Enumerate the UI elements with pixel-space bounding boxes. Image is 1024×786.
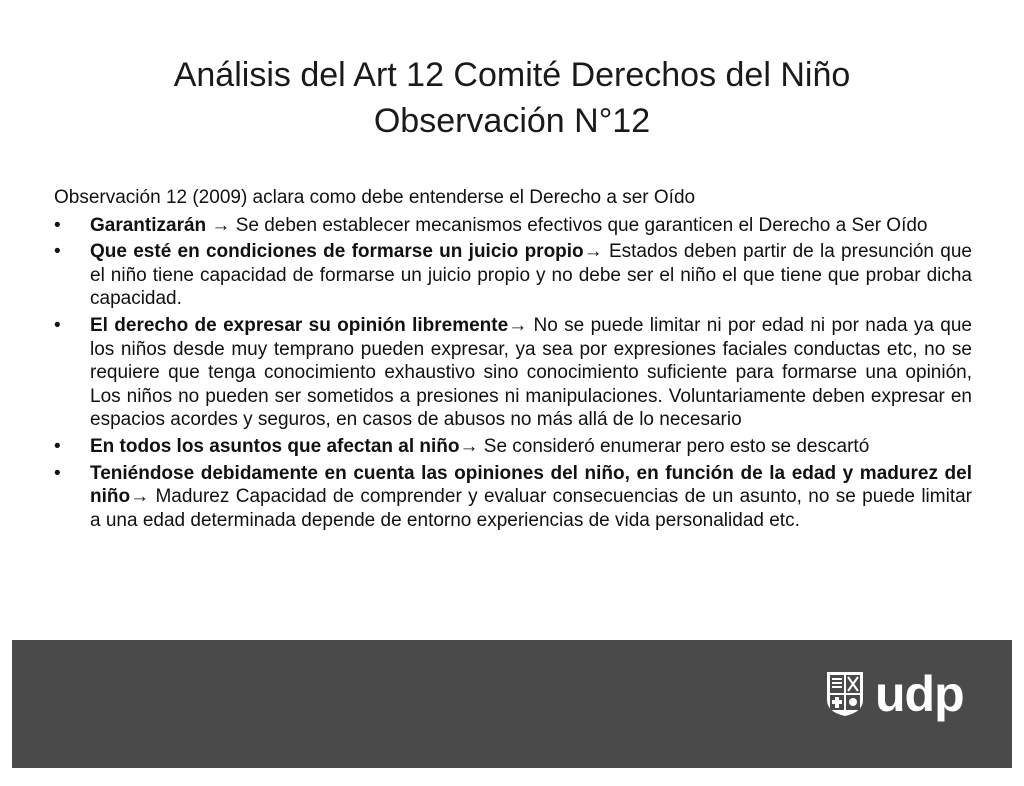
slide-title-line-2: Observación N°12: [373, 102, 651, 140]
bullet-item: [54, 435, 972, 459]
bullet-item: [54, 214, 972, 238]
bullet-heading: Que esté en condiciones de formarse un juicio propio: [90, 241, 584, 263]
bullet-marker: •: [54, 462, 61, 484]
bullet-heading: En todos los asuntos que afectan al niño: [90, 435, 460, 457]
bullet-marker: •: [54, 314, 61, 336]
bullet-heading: Garantizarán: [90, 214, 207, 236]
bullet-text: → No se puede limitar ni por edad ni por nada ya que los niños desde muy temprano pueden expresar, ya sea por expresiones faciales conductas etc, no se requiere que tenga conocimiento exhaustivo sino conocimiento suficiente para formarse una opinión, Los niños no pueden ser sometidos a presiones ni manipulaciones. Voluntariamente deben expresar en espacios acordes y seguros, en casos de abusos no más allá de lo necesario: [90, 314, 972, 431]
bullet-heading: El derecho de expresar su opinión libremente: [90, 314, 509, 336]
slide-title: [60, 52, 964, 144]
bullet-marker: •: [54, 435, 61, 457]
slide-body: [54, 186, 972, 535]
bullet-item: [54, 314, 972, 432]
slide-title-line-1: Análisis del Art 12 Comité Derechos del Niño: [173, 56, 851, 94]
bullet-text: → Madurez Capacidad de comprender y evaluar consecuencias de un asunto, no se puede limitar a una edad determinada depende de entorno experiencias de vida personalidad etc.: [90, 486, 972, 531]
bullet-marker: •: [54, 241, 61, 263]
bullet-text: → Se consideró enumerar pero esto se descartó: [459, 435, 870, 457]
intro-text: Observación 12 (2009) aclara como debe entenderse el Derecho a ser Oído: [54, 187, 696, 208]
bullet-item: [54, 462, 972, 533]
bullet-marker: •: [54, 214, 61, 236]
bullet-list: [54, 214, 972, 533]
udp-logo-text: udp: [875, 666, 964, 722]
bullet-heading: Teniéndose debidamente en cuenta las opiniones del niño, en función de la edad y madurez del niño: [90, 462, 972, 508]
bullet-text: → Estados deben partir de la presunción que el niño tiene capacidad de formarse un juicio propio y no debe ser el niño el que tiene que probar dicha capacidad.: [90, 241, 972, 310]
udp-crest-icon: [825, 670, 865, 718]
bullet-item: [54, 240, 972, 311]
udp-logo: [825, 668, 964, 720]
bullet-text: → Se deben establecer mecanismos efectivos que garanticen el Derecho a Ser Oído: [206, 214, 928, 236]
